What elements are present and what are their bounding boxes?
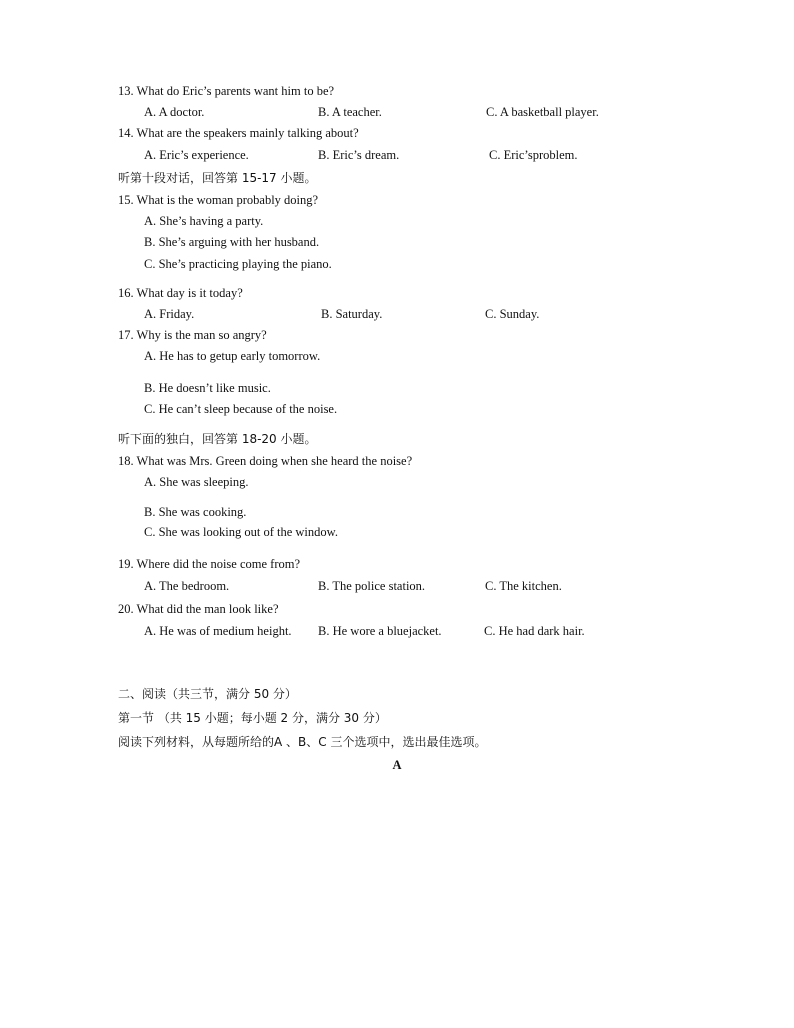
question-20-stem: 20. What did the man look like? xyxy=(118,602,279,616)
question-13-option-a: A. A doctor. xyxy=(144,105,205,119)
question-17-option-c: C. He can’t sleep because of the noise. xyxy=(144,402,338,416)
question-14-stem: 14. What are the speakers mainly talking about? xyxy=(118,126,359,140)
question-15-stem: 15. What is the woman probably doing? xyxy=(118,193,319,207)
question-15-option-a: A. She’s having a party. xyxy=(144,214,264,228)
question-15-option-c: C. She’s practicing playing the piano. xyxy=(144,257,332,271)
question-19-stem: 19. Where did the noise come from? xyxy=(118,557,301,571)
question-16-option-c: C. Sunday. xyxy=(485,307,540,321)
question-13-stem: 13. What do Eric’s parents want him to be? xyxy=(118,84,335,98)
question-20-option-a: A. He was of medium height. xyxy=(144,624,292,638)
monologue-instruction: 听下面的独白，回答第 18-20 小题。 xyxy=(118,432,317,446)
question-16-option-b: B. Saturday. xyxy=(321,307,383,321)
question-18-option-a: A. She was sleeping. xyxy=(144,475,249,489)
question-13-option-c: C. A basketball player. xyxy=(486,105,599,119)
question-19-option-c: C. The kitchen. xyxy=(485,579,562,593)
question-17-stem: 17. Why is the man so angry? xyxy=(118,328,267,342)
section-10-instruction: 听第十段对话，回答第 15-17 小题。 xyxy=(118,171,317,185)
question-14-option-c: C. Eric’sproblem. xyxy=(489,148,578,162)
question-19-option-b: B. The police station. xyxy=(318,579,426,593)
question-17-option-a: A. He has to getup early tomorrow. xyxy=(144,349,321,363)
question-16-stem: 16. What day is it today? xyxy=(118,286,243,300)
question-15-option-b: B. She’s arguing with her husband. xyxy=(144,235,320,249)
question-14-option-a: A. Eric’s experience. xyxy=(144,148,249,162)
reading-section-heading: 二、阅读（共三节，满分 50 分） xyxy=(118,687,297,701)
reading-part-1-heading: 第一节 （共 15 小题；每小题 2 分，满分 30 分） xyxy=(118,711,387,725)
question-13-option-b: B. A teacher. xyxy=(318,105,382,119)
question-20-option-b: B. He wore a bluejacket. xyxy=(318,624,442,638)
question-19-option-a: A. The bedroom. xyxy=(144,579,230,593)
question-16-option-a: A. Friday. xyxy=(144,307,195,321)
question-17-option-b: B. He doesn’t like music. xyxy=(144,381,271,395)
passage-label: A xyxy=(392,758,402,772)
question-18-stem: 18. What was Mrs. Green doing when she heard the noise? xyxy=(118,454,413,468)
question-18-option-c: C. She was looking out of the window. xyxy=(144,525,338,539)
question-14-option-b: B. Eric’s dream. xyxy=(318,148,400,162)
question-18-option-b: B. She was cooking. xyxy=(144,505,247,519)
reading-instruction: 阅读下列材料，从每题所给的A 、B、C 三个选项中，选出最佳选项。 xyxy=(118,735,487,749)
question-20-option-c: C. He had dark hair. xyxy=(484,624,585,638)
